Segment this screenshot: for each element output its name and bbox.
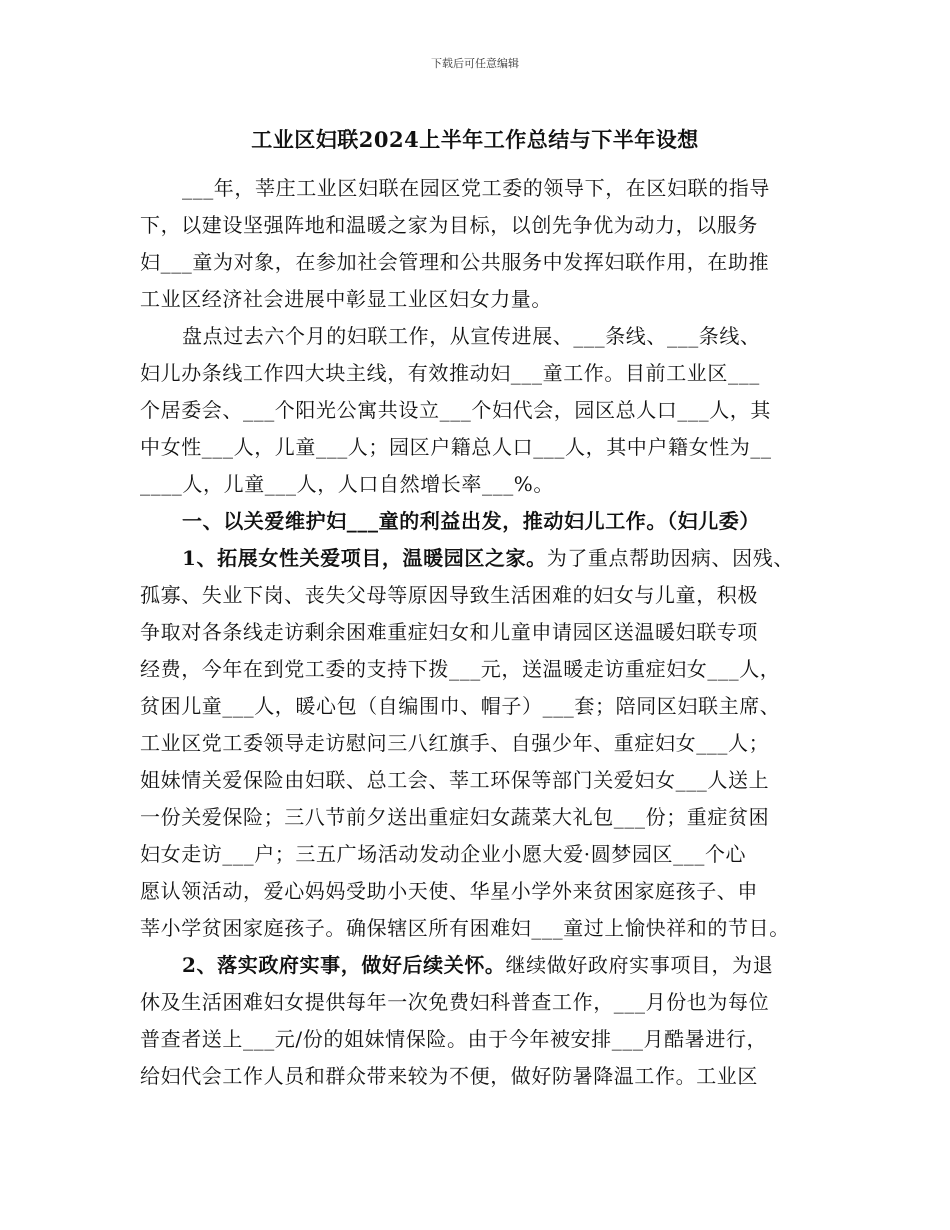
body-text: 为了重点帮助因病、因残、	[546, 546, 794, 570]
body-line	[140, 466, 820, 503]
body-text: ___年，莘庄工业区妇联在园区党工委的领导下，在区妇联的指导	[182, 176, 770, 200]
body-line	[140, 910, 820, 947]
body-text: 工业区党工委领导走访慰问三八红旗手、自强少年、重症妇女___人；	[140, 731, 770, 755]
body-line	[140, 503, 820, 540]
body-text: 孤寡、失业下岗、丧失父母等原因导致生活困难的妇女与儿童，积极	[140, 583, 758, 607]
body-line	[140, 725, 820, 762]
document-title: 工业区妇联2024上半年工作总结与下半年设想	[251, 127, 699, 152]
body-text: 给妇代会工作人员和群众带来较为不便，做好防暑降温工作。工业区	[140, 1064, 758, 1088]
body-text: 愿认领活动，爱心妈妈受助小天使、华星小学外来贫困家庭孩子、申	[140, 879, 758, 903]
body-line	[140, 873, 820, 910]
body-text: 下，以建设坚强阵地和温暖之家为目标，以创先争优为动力，以服务	[140, 213, 758, 237]
body-line	[140, 836, 820, 873]
body-line	[140, 1058, 820, 1095]
bold-heading-text: 一、以关爱维护妇___童的利益出发，推动妇儿工作。（妇儿委）	[182, 509, 760, 533]
body-text: 妇儿办条线工作四大块主线，有效推动妇___童工作。目前工业区___	[140, 361, 760, 385]
body-text: 一份关爱保险；三八节前夕送出重症妇女蔬菜大礼包___份；重症贫困	[140, 805, 770, 829]
body-text: 妇女走访___户；三五广场活动发动企业小愿大爱·圆梦园区___个心	[140, 842, 747, 866]
body-line	[140, 614, 820, 651]
body-line	[140, 947, 820, 984]
body-line	[140, 392, 820, 429]
body-text: 贫困儿童___人，暖心包（自编围巾、帽子）___套；陪同区妇联主席、	[140, 694, 781, 718]
body-line	[140, 688, 820, 725]
body-text: ____人，儿童___人，人口自然增长率___%。	[140, 472, 555, 496]
body-line	[140, 984, 820, 1021]
body-text: 妇___童为对象，在参加社会管理和公共服务中发挥妇联作用，在助推	[140, 250, 770, 274]
page-header: 下载后可任意编辑	[431, 57, 519, 70]
body-line	[140, 540, 820, 577]
body-text: 姐妹情关爱保险由妇联、总工会、莘工环保等部门关爱妇女___人送上	[140, 768, 770, 792]
body-line	[140, 577, 820, 614]
body-line	[140, 244, 820, 281]
body-line	[140, 170, 820, 207]
bold-heading-text: 1、拓展女性关爱项目，温暖园区之家。	[182, 546, 547, 570]
body-text: 休及生活困难妇女提供每年一次免费妇科普查工作，___月份也为每位	[140, 990, 770, 1014]
body-line	[140, 318, 820, 355]
bold-heading-text: 2、落实政府实事，做好后续关怀。	[182, 953, 506, 977]
body-text: 普查者送上___元/份的姐妹情保险。由于今年被安排___月酷暑进行，	[140, 1027, 768, 1051]
body-text: 盘点过去六个月的妇联工作，从宣传进展、___条线、___条线、	[182, 324, 761, 348]
body-line	[140, 207, 820, 244]
body-line	[140, 281, 820, 318]
body-text: 争取对各条线走访剩余困难重症妇女和儿童申请园区送温暖妇联专项	[140, 620, 758, 644]
body-text: 工业区经济社会进展中彰显工业区妇女力量。	[140, 287, 552, 311]
body-text: 中女性___人，儿童___人；园区户籍总人口___人，其中户籍女性为__	[140, 435, 772, 459]
body-line	[140, 355, 820, 392]
body-line	[140, 1021, 820, 1058]
body-line	[140, 651, 820, 688]
body-line	[140, 799, 820, 836]
body-text: 莘小学贫困家庭孩子。确保辖区所有困难妇___童过上愉快祥和的节日。	[140, 916, 790, 940]
body-text: 经费，今年在到党工委的支持下拨___元，送温暖走访重症妇女___人，	[140, 657, 781, 681]
body-text: 继续做好政府实事项目，为退	[505, 953, 774, 977]
body-line	[140, 429, 820, 466]
document-body	[140, 170, 820, 1095]
body-line	[140, 762, 820, 799]
body-text: 个居委会、___个阳光公寓共设立___个妇代会，园区总人口___人，其	[140, 398, 771, 422]
